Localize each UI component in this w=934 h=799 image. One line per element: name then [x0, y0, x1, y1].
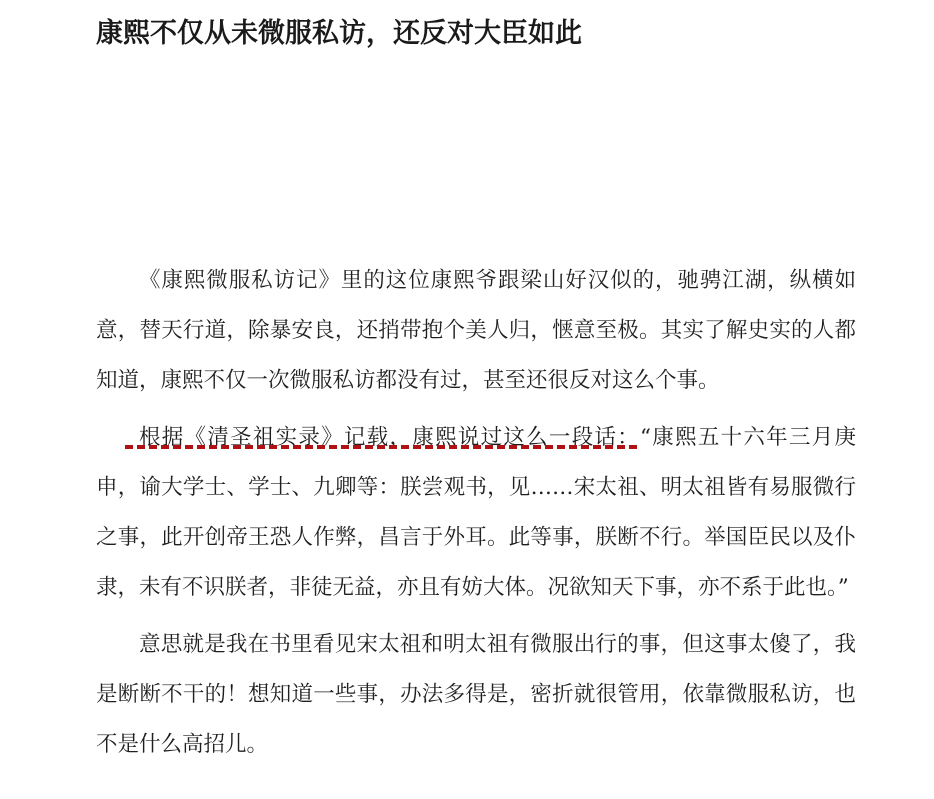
- article-body: [96, 256, 856, 777]
- paragraph-1: 《康熙微服私访记》里的这位康熙爷跟梁山好汉似的，驰骋江湖，纵横如意，替天行道，除暴安良，还捎带抱个美人归，惬意至极。其实了解史实的人都知道，康熙不仅一次微服私访都没有过，甚至还很反对这么个事。: [96, 268, 856, 393]
- paragraph-2: 根据《清圣祖实录》记载，康熙说过这么一段话：“康熙五十六年三月庚申，谕大学士、学士、九卿等：朕尝观书，见……宋太祖、明太祖皆有易服微行之事，此开创帝王恐人作弊，昌言于外耳。此等事，朕断不行。举国臣民以及仆隶，未有不识朕者，非徒无益，亦且有妨大体。况欲知天下事，亦不系于此也。”: [96, 425, 856, 600]
- article-title: 康熙不仅从未微服私访，还反对大臣如此: [96, 18, 582, 49]
- paragraph-3: 意思就是我在书里看见宋太祖和明太祖有微服出行的事，但这事太傻了，我是断断不干的！想知道一些事，办法多得是，密折就很管用，依靠微服私访，也不是什么高招儿。: [96, 632, 856, 757]
- red-dashed-underline: [125, 445, 637, 449]
